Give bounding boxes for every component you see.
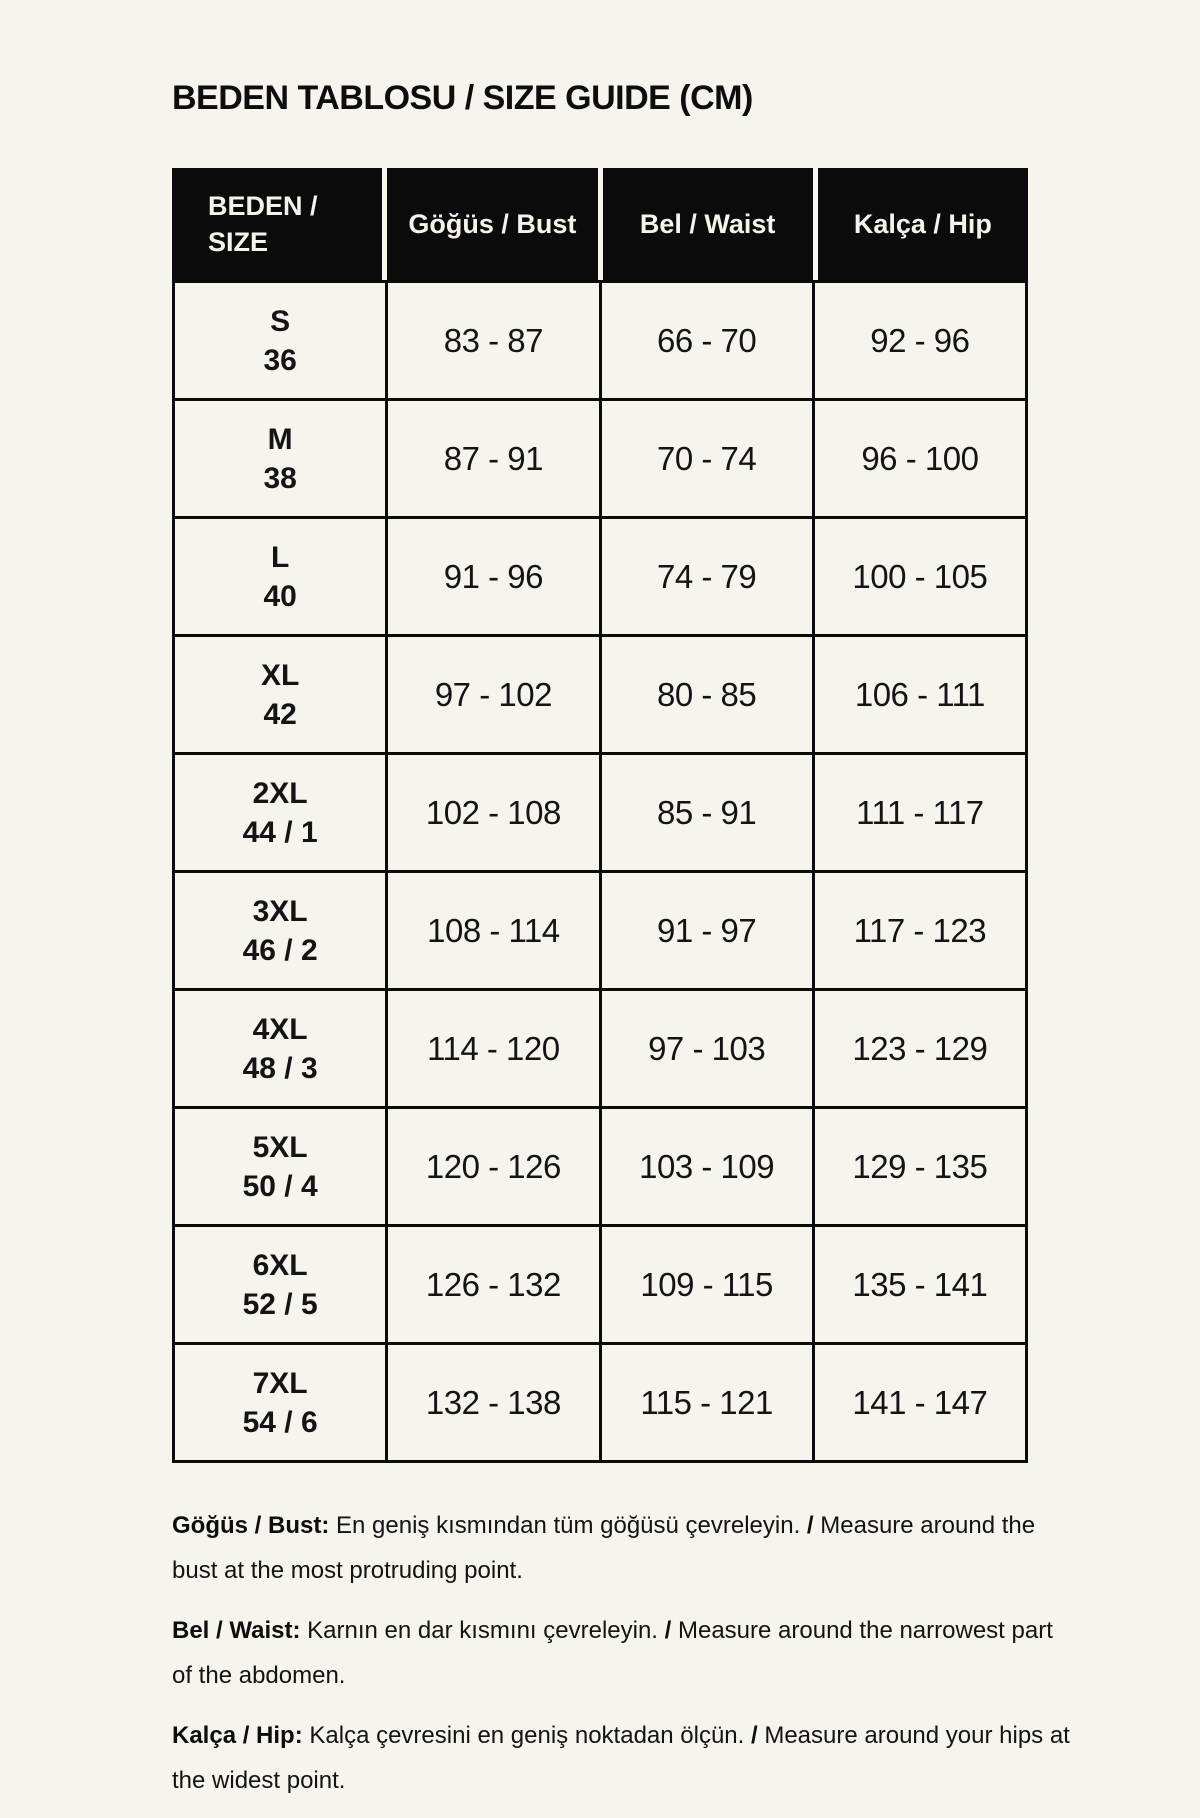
table-row-3xl-size: 3XL 46 / 2	[175, 873, 385, 988]
table-row-2xl-bust: 102 - 108	[388, 755, 598, 870]
header-cell-waist: Bel / Waist	[603, 168, 813, 280]
table-row-6xl-hip: 135 - 141	[815, 1227, 1025, 1342]
table-row-6xl-bust: 126 - 132	[388, 1227, 598, 1342]
table-row-xl-size: XL 42	[175, 637, 385, 752]
note-waist	[172, 1608, 1074, 1698]
table-row-l-bust: 91 - 96	[388, 519, 598, 634]
table-row-m-waist: 70 - 74	[602, 401, 812, 516]
table-body	[172, 280, 1028, 1463]
table-row-5xl-size: 5XL 50 / 4	[175, 1109, 385, 1224]
note-waist-label: Bel / Waist:	[172, 1617, 301, 1644]
table-row-l-waist: 74 - 79	[602, 519, 812, 634]
table-row-7xl-hip: 141 - 147	[815, 1345, 1025, 1460]
note-bust-text-en: Measure around the bust at the most protruding point.	[172, 1512, 1036, 1584]
note-bust-label: Göğüs / Bust:	[172, 1512, 330, 1539]
table-row-s-hip: 92 - 96	[815, 283, 1025, 398]
table-row-5xl-bust: 120 - 126	[388, 1109, 598, 1224]
table-row-4xl-size: 4XL 48 / 3	[175, 991, 385, 1106]
note-hip	[172, 1713, 1074, 1803]
header-cell-bust: Göğüs / Bust	[387, 168, 597, 280]
table-row-2xl-waist: 85 - 91	[602, 755, 812, 870]
header-cell-hip: Kalça / Hip	[818, 168, 1028, 280]
note-waist-separator: /	[664, 1617, 672, 1644]
header-cell-size	[172, 168, 382, 280]
note-waist-text-en: Measure around the narrowest part of the abdomen.	[172, 1617, 1053, 1689]
table-row-7xl-bust: 132 - 138	[388, 1345, 598, 1460]
table-row-7xl-size: 7XL 54 / 6	[175, 1345, 385, 1460]
table-row-xl-bust: 97 - 102	[388, 637, 598, 752]
table-row-5xl-waist: 103 - 109	[602, 1109, 812, 1224]
table-row-4xl-bust: 114 - 120	[388, 991, 598, 1106]
measurement-notes	[172, 1503, 1074, 1803]
table-row-m-size: M 38	[175, 401, 385, 516]
table-row-2xl-size: 2XL 44 / 1	[175, 755, 385, 870]
note-hip-label: Kalça / Hip:	[172, 1722, 303, 1749]
note-waist-text-tr: Karnın en dar kısmını çevreleyin.	[307, 1617, 658, 1644]
note-bust-text-tr: En geniş kısmından tüm göğüsü çevreleyin.	[336, 1512, 801, 1539]
table-row-xl-hip: 106 - 111	[815, 637, 1025, 752]
note-bust	[172, 1503, 1074, 1593]
table-row-m-hip: 96 - 100	[815, 401, 1025, 516]
table-row-m-bust: 87 - 91	[388, 401, 598, 516]
table-row-4xl-waist: 97 - 103	[602, 991, 812, 1106]
table-row-s-bust: 83 - 87	[388, 283, 598, 398]
table-row-3xl-bust: 108 - 114	[388, 873, 598, 988]
header-size-label: BEDEN / SIZE	[208, 190, 318, 257]
table-row-2xl-hip: 111 - 117	[815, 755, 1025, 870]
table-row-3xl-hip: 117 - 123	[815, 873, 1025, 988]
table-row-l-hip: 100 - 105	[815, 519, 1025, 634]
table-row-6xl-size: 6XL 52 / 5	[175, 1227, 385, 1342]
table-row-3xl-waist: 91 - 97	[602, 873, 812, 988]
table-row-xl-waist: 80 - 85	[602, 637, 812, 752]
table-row-l-size: L 40	[175, 519, 385, 634]
table-row-7xl-waist: 115 - 121	[602, 1345, 812, 1460]
table-row-s-waist: 66 - 70	[602, 283, 812, 398]
note-hip-text-tr: Kalça çevresini en geniş noktadan ölçün.	[309, 1722, 745, 1749]
size-guide-table	[172, 168, 1028, 1463]
note-hip-separator: /	[751, 1722, 758, 1749]
table-row-5xl-hip: 129 - 135	[815, 1109, 1025, 1224]
note-hip-text-en: Measure around your hips at the widest point.	[172, 1722, 1070, 1794]
table-row-6xl-waist: 109 - 115	[602, 1227, 812, 1342]
table-row-s-size: S 36	[175, 283, 385, 398]
size-guide-panel	[172, 78, 1070, 1818]
table-row-4xl-hip: 123 - 129	[815, 991, 1025, 1106]
note-bust-separator: /	[806, 1512, 814, 1539]
page-title: BEDEN TABLOSU / SIZE GUIDE (CM)	[172, 79, 753, 117]
table-header-row	[172, 168, 1028, 280]
